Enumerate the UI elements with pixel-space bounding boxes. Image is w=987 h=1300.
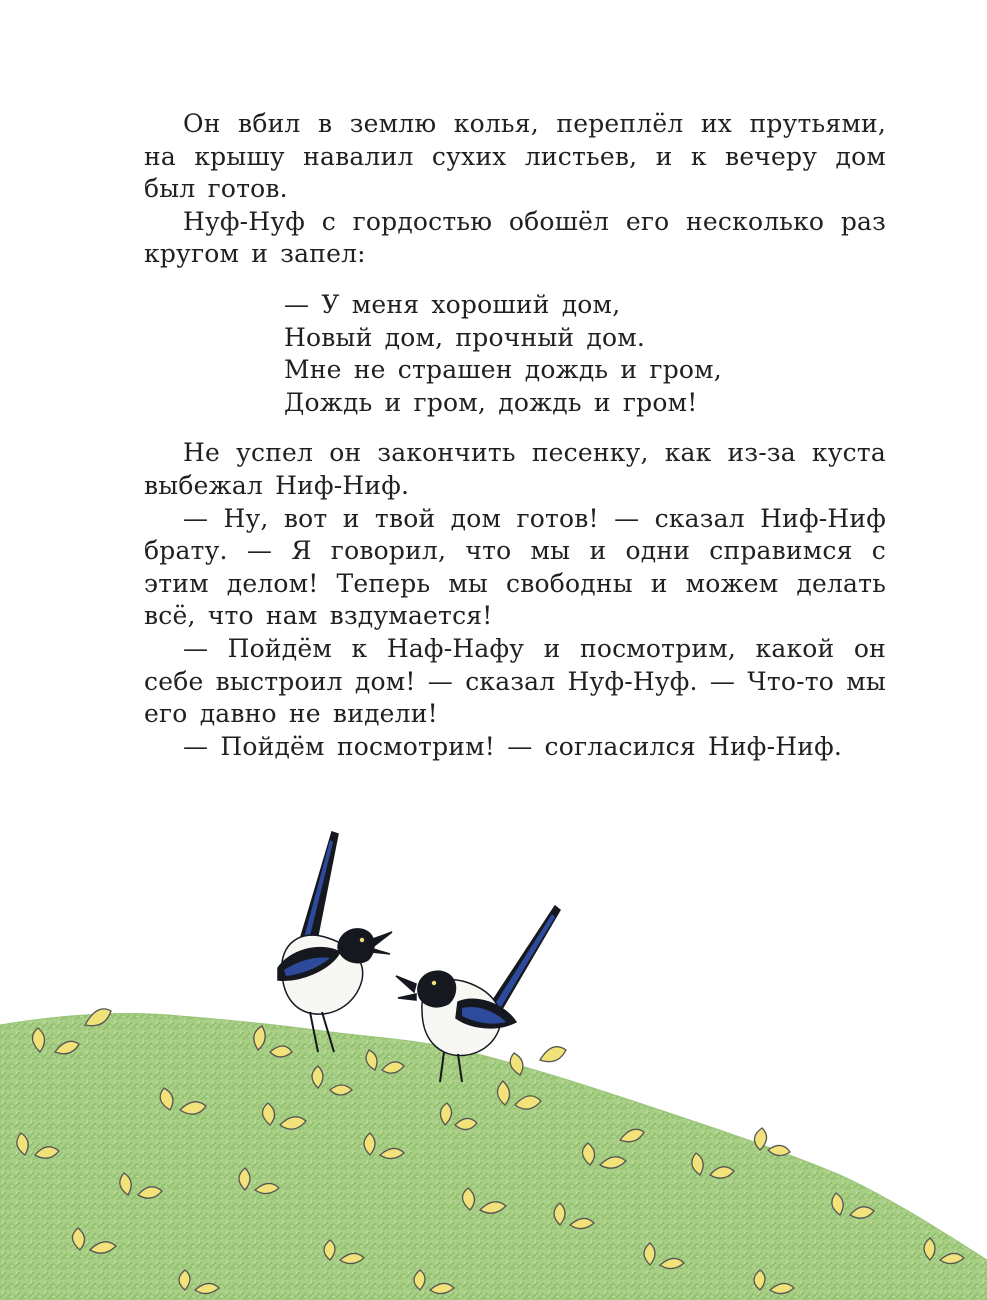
story-text: [144, 108, 886, 763]
paragraph: — Ну, вот и твой дом готов! — сказал Ниф-Ниф брату. — Я говорил, что мы и одни справимся с этим делом! Теперь мы свободны и можем делать всё, что нам вздумается!: [144, 503, 886, 631]
song-verse: [284, 289, 886, 419]
verse-line: Дождь и гром, дождь и гром!: [284, 387, 698, 417]
grassy-hill: [0, 1013, 987, 1300]
verse-line: Новый дом, прочный дом.: [284, 322, 646, 352]
magpie-left: [278, 832, 392, 1052]
paragraph: Не успел он закончить песенку, как из-за куста выбежал Ниф-Ниф.: [144, 438, 886, 500]
paragraph: Нуф-Нуф с гордостью обошёл его несколько раз кругом и запел:: [144, 206, 886, 269]
magpies-on-hill-illustration: [0, 820, 987, 1300]
verse-line: — У меня хороший дом,: [284, 289, 621, 319]
verse-line: Мне не страшен дождь и гром,: [284, 355, 722, 385]
paragraph: — Пойдём посмотрим! — согласился Ниф-Ниф.: [183, 731, 842, 761]
paragraph: Он вбил в землю колья, переплёл их прутьями, на крышу навалил сухих листьев, и к вечеру дом был готов.: [144, 109, 886, 204]
paragraph: — Пойдём к Наф-Нафу и посмотрим, какой он себе выстроил дом! — сказал Нуф-Нуф. — Что-то мы его давно не видели!: [144, 633, 886, 729]
